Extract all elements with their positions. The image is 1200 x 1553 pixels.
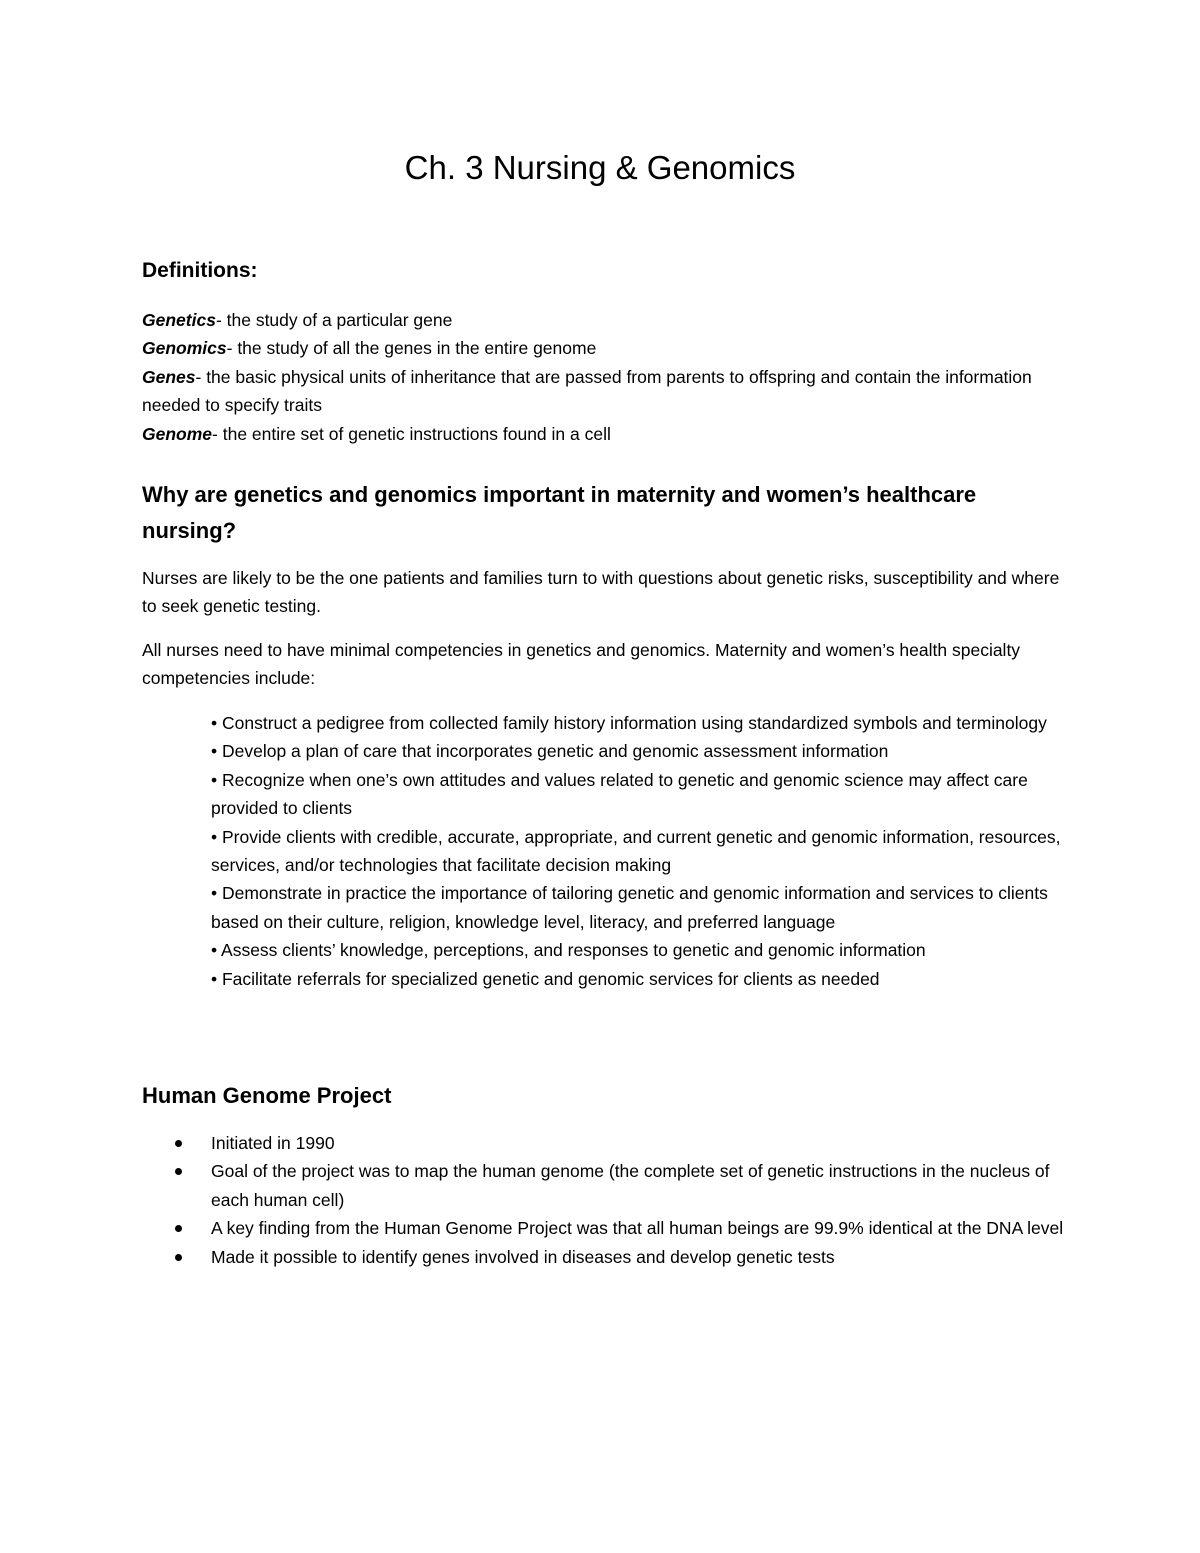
bullet-icon bbox=[175, 1168, 182, 1175]
list-item-text: Initiated in 1990 bbox=[211, 1133, 335, 1153]
definition-term: Genomics bbox=[142, 338, 227, 359]
list-item-text: A key finding from the Human Genome Project was that all human beings are 99.9% identical at the DNA level bbox=[211, 1218, 1064, 1239]
bullet-icon bbox=[175, 1225, 182, 1232]
bullet-icon bbox=[175, 1140, 182, 1147]
definition-item bbox=[142, 420, 1062, 448]
human-genome-project-heading: Human Genome Project bbox=[142, 1083, 392, 1108]
page-title: Ch. 3 Nursing & Genomics bbox=[404, 149, 796, 186]
list-item bbox=[142, 1129, 1072, 1157]
competency-item: • Assess clients’ knowledge, perceptions, and responses to genetic and genomic information bbox=[211, 940, 926, 961]
definition-text: - the basic physical units of inheritance that are passed from parents to offspring and contain the information needed to specify traits bbox=[142, 366, 1032, 416]
competency-item: • Develop a plan of care that incorporates genetic and genomic assessment information bbox=[211, 741, 889, 762]
definition-term: Genes bbox=[142, 366, 196, 387]
list-item bbox=[142, 1243, 1072, 1271]
definition-term: Genetics bbox=[142, 310, 216, 330]
human-genome-project-list bbox=[142, 1129, 1072, 1271]
definition-item bbox=[142, 334, 1062, 362]
definition-term: Genome bbox=[142, 423, 213, 444]
definitions-heading: Definitions: bbox=[142, 259, 258, 282]
competency-item: • Recognize when one’s own attitudes and values related to genetic and genomic science may affect care provided to clients bbox=[211, 769, 1028, 819]
definition-text: - the study of all the genes in the entire genome bbox=[226, 338, 597, 359]
definition-text: - the entire set of genetic instructions found in a cell bbox=[212, 423, 611, 444]
list-item bbox=[142, 1214, 1072, 1242]
competency-item: • Construct a pedigree from collected family history information using standardized symbols and terminology bbox=[211, 713, 1047, 733]
bullet-icon bbox=[175, 1254, 182, 1261]
definition-item bbox=[142, 306, 1062, 334]
competencies-list bbox=[211, 709, 1071, 993]
definition-item bbox=[142, 363, 1062, 420]
competency-item: • Provide clients with credible, accurate, appropriate, and current genetic and genomic information, resources, services, and/or technologies that facilitate decision making bbox=[211, 826, 1061, 876]
definition-text: - the study of a particular gene bbox=[215, 310, 453, 330]
definitions-list bbox=[142, 306, 1062, 448]
competency-item: • Demonstrate in practice the importance of tailoring genetic and genomic information and services to clients based on their culture, religion, knowledge level, literacy, and preferred language bbox=[211, 883, 1048, 932]
competency-item: • Facilitate referrals for specialized genetic and genomic services for clients as needed bbox=[211, 968, 880, 989]
importance-heading: Why are genetics and genomics important in maternity and women’s healthcare nursing? bbox=[142, 482, 977, 543]
list-item bbox=[142, 1157, 1072, 1214]
importance-paragraph: Nurses are likely to be the one patients and families turn to with questions about genetic risks, susceptibility and where to seek genetic testing. bbox=[142, 568, 1060, 617]
list-item-text: Made it possible to identify genes involved in diseases and develop genetic tests bbox=[211, 1246, 835, 1267]
list-item-text: Goal of the project was to map the human genome (the complete set of genetic instructions in the nucleus of each human cell) bbox=[211, 1161, 1050, 1210]
competencies-intro-paragraph: All nurses need to have minimal competencies in genetics and genomics. Maternity and women’s health specialty competencies include: bbox=[142, 640, 1021, 689]
